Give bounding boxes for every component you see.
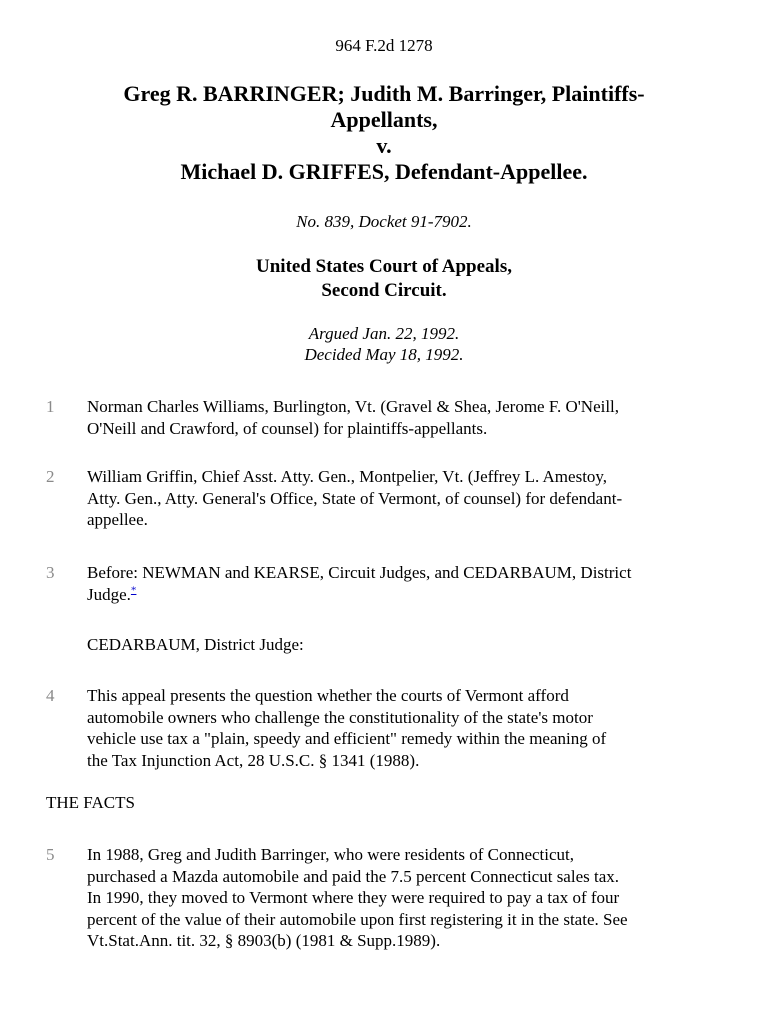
paragraph-number: 4 [46, 686, 55, 705]
paragraph-number: 3 [46, 563, 55, 582]
section-heading-facts: THE FACTS [46, 793, 135, 812]
paragraph-line: This appeal presents the question whether the courts of Vermont afford [87, 686, 569, 705]
paragraph-text [87, 396, 727, 439]
docket-number: No. 839, Docket 91-7902. [296, 212, 472, 231]
argued-date: Argued Jan. 22, 1992. [308, 324, 460, 343]
paragraph-line: In 1990, they moved to Vermont where they were required to pay a tax of four [87, 888, 620, 907]
paragraph-number: 2 [46, 467, 55, 486]
paragraph-line-text: Judge. [87, 584, 131, 604]
caption-defendant-line: Michael D. GRIFFES, Defendant-Appellee. [180, 159, 588, 184]
caption-plaintiffs-line: Greg R. BARRINGER; Judith M. Barringer, Plaintiffs- [123, 81, 645, 106]
footnote-link[interactable]: * [130, 583, 137, 596]
paragraph-number: 1 [46, 397, 55, 416]
paragraph-number: 5 [46, 845, 55, 864]
caption-versus: v. [376, 133, 392, 158]
paragraph-line: Atty. Gen., Atty. General's Office, State of Vermont, of counsel) for defendant- [87, 488, 623, 508]
paragraph-line: vehicle use tax a "plain, speedy and efficient" remedy within the meaning of [87, 729, 607, 748]
paragraph-line: In 1988, Greg and Judith Barringer, who were residents of Connecticut, [87, 845, 574, 864]
decided-date: Decided May 18, 1992. [304, 345, 464, 364]
case-dates [0, 323, 768, 365]
paragraph-line: O'Neill and Crawford, of counsel) for plaintiffs-appellants. [87, 418, 488, 438]
paragraph-text [87, 466, 727, 531]
paragraph-line: Before: NEWMAN and KEARSE, Circuit Judges, and CEDARBAUM, District [87, 563, 632, 582]
caption-appellants-line: Appellants, [330, 107, 438, 132]
author-text: CEDARBAUM, District Judge: [87, 635, 304, 654]
paragraph-line: purchased a Mazda automobile and paid the 7.5 percent Connecticut sales tax. [87, 866, 620, 886]
paragraph-line: appellee. [87, 510, 148, 529]
paragraph-text [87, 562, 727, 605]
case-citation: 964 F.2d 1278 [335, 36, 433, 55]
paragraph-line-with-footnote [87, 584, 727, 606]
paragraph-text [87, 844, 727, 952]
court-name-line1: United States Court of Appeals, [256, 256, 512, 277]
paragraph-line: the Tax Injunction Act, 28 U.S.C. § 1341 (1988). [87, 750, 420, 770]
paragraph-line: percent of the value of their automobile upon first registering it in the state. See [87, 909, 628, 929]
paragraph-line: Norman Charles Williams, Burlington, Vt. (Gravel & Shea, Jerome F. O'Neill, [87, 397, 620, 416]
court-name-line2: Second Circuit. [321, 280, 447, 301]
court-name [0, 255, 768, 303]
paragraph-text [87, 685, 727, 771]
paragraph-line: automobile owners who challenge the constitutionality of the state's motor [87, 707, 593, 727]
paragraph-line: Vt.Stat.Ann. tit. 32, § 8903(b) (1981 & Supp.1989). [87, 931, 441, 950]
paragraph-line: William Griffin, Chief Asst. Atty. Gen., Montpelier, Vt. (Jeffrey L. Amestoy, [87, 467, 608, 486]
case-caption [40, 81, 728, 185]
